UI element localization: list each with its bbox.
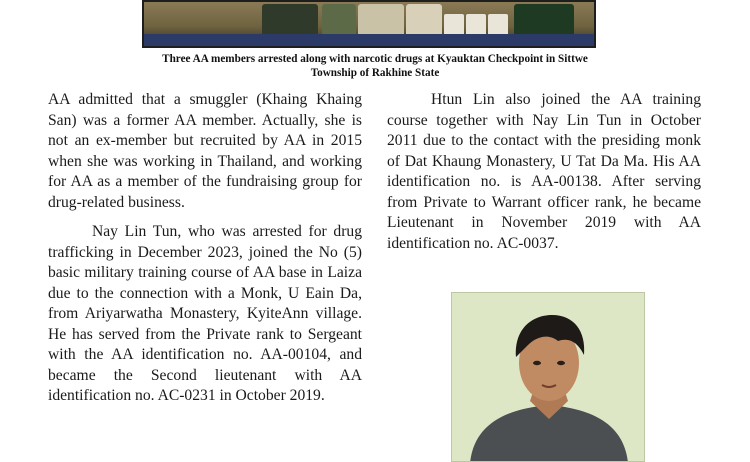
right-column [387,90,701,254]
seized-drugs-photo [142,0,596,48]
caption-line-2: Township of Rakhine State [310,67,440,79]
right-paragraph-1: Htun Lin also joined the AA training course together with Nay Lin Tun in October 2011 due to the contact with the presiding monk of Dat Khaung Monastery, U Tat Da Ma. His AA identification no. is AA-00138. After serving from Private to Warrant officer rank, he became Lieutenant in November 2019 with AA identification no. AC-0037. [387,91,701,252]
caption-line-1: Three AA members arrested along with narcotic drugs at Kyauktan Checkpoint in Sittwe [162,53,588,65]
left-paragraph-2: Nay Lin Tun, who was arrested for drug trafficking in December 2023, joined the No (5) basic military training course of AA base in Laiza due to the connection with a Monk, U Eain Da, from Ariyarwatha Monastery, KyiteAnn village. He has served from the Private rank to Sergeant with the AA identification no. AA-00104, and became the Second lieutenant with AA identification no. AC-0231 in October 2019. [48,223,362,404]
suspect-photo [451,292,645,462]
photo-caption [40,52,710,80]
left-column [48,90,362,407]
left-paragraph-1: AA admitted that a smuggler (Khaing Khaing San) was a former AA member. Actually, she is not an ex-member but recruited by AA in 2015 when she was working in Thailand, and working for AA as a member of the fundraising group for drug-related business. [48,91,362,211]
